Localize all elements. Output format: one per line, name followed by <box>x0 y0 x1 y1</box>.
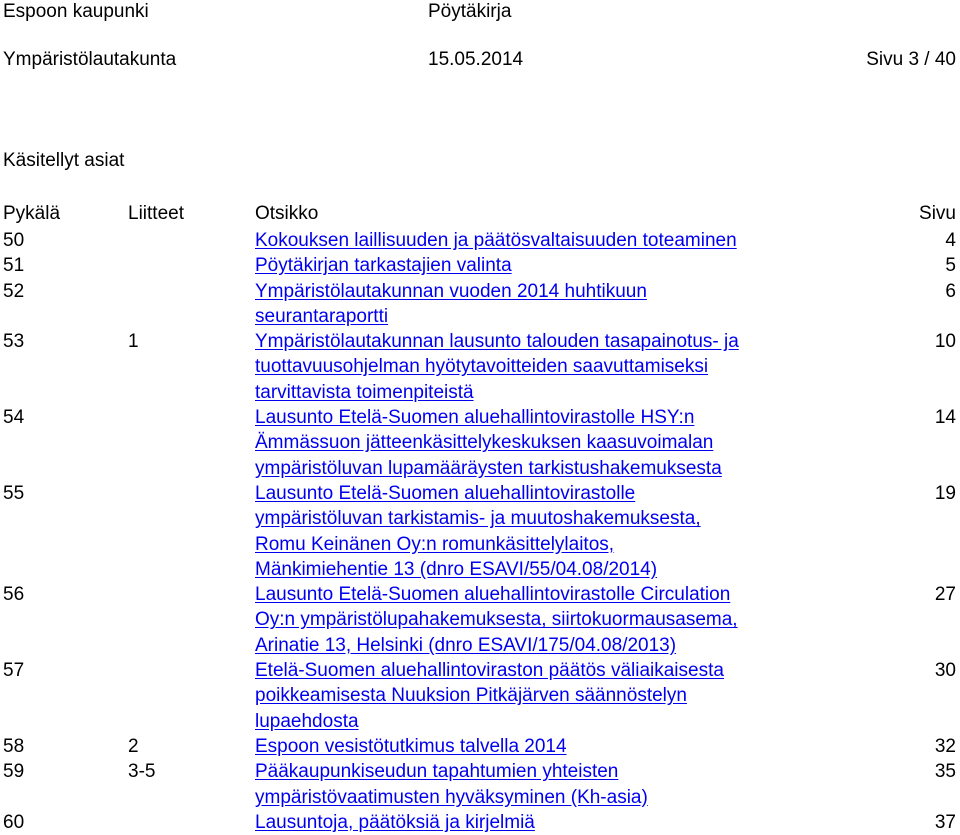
section-number: 58 <box>3 735 25 757</box>
attachment-number: 1 <box>128 331 139 353</box>
item-title-line[interactable]: Ympäristölautakunnan vuoden 2014 huhtikuun <box>255 280 647 302</box>
section-title: Käsitellyt asiat <box>3 150 125 171</box>
column-header-attachments: Liitteet <box>128 203 184 224</box>
table-row <box>0 329 960 405</box>
item-title-link[interactable] <box>255 582 845 658</box>
meeting-date: 15.05.2014 <box>428 49 524 70</box>
section-number: 54 <box>3 407 25 429</box>
item-title-line[interactable]: Lausunto Etelä-Suomen aluehallintovirastolle HSY:n <box>255 407 695 429</box>
item-title-line[interactable]: seurantaraportti <box>255 305 389 327</box>
table-row <box>0 759 960 810</box>
attachment-number: 2 <box>128 735 139 757</box>
item-title-link[interactable] <box>255 759 845 810</box>
table-row <box>0 810 960 835</box>
section-number: 60 <box>3 811 25 833</box>
item-title-line[interactable]: Pääkaupunkiseudun tapahtumien yhteisten <box>255 761 619 783</box>
section-number: 55 <box>3 482 25 504</box>
item-page-number: 32 <box>934 735 956 757</box>
item-title-line[interactable]: ympäristöluvan lupamääräysten tarkistushakemuksesta <box>255 457 722 479</box>
item-title-line[interactable]: Ympäristölautakunnan lausunto talouden tasapainotus- ja <box>255 331 739 353</box>
section-number: 50 <box>3 230 25 251</box>
item-title-link[interactable] <box>255 810 845 835</box>
item-title-link[interactable] <box>255 658 845 734</box>
table-row <box>0 228 960 253</box>
table-row <box>0 279 960 330</box>
item-title-line[interactable]: ympäristöluvan tarkistamis- ja muutoshakemuksesta, <box>255 508 701 530</box>
item-title-link[interactable] <box>255 329 845 405</box>
column-header-page: Sivu <box>919 203 956 224</box>
item-title-line[interactable]: Kokouksen laillisuuden ja päätösvaltaisuuden toteaminen <box>255 230 737 251</box>
item-title-link[interactable] <box>255 253 845 278</box>
item-title-line[interactable]: Espoon vesistötutkimus talvella 2014 <box>255 735 567 757</box>
column-header-title: Otsikko <box>255 203 319 224</box>
organization-name: Espoon kaupunki <box>3 1 149 22</box>
section-number: 56 <box>3 584 25 606</box>
item-page-number: 5 <box>945 255 956 277</box>
item-page-number: 10 <box>934 331 956 353</box>
table-row <box>0 481 960 582</box>
item-title-line[interactable]: Oy:n ympäristölupahakemuksesta, siirtokuormausasema, <box>255 609 738 631</box>
item-title-link[interactable] <box>255 405 845 481</box>
item-title-line[interactable]: ympäristövaatimusten hyväksyminen (Kh-asia) <box>255 786 648 808</box>
item-title-line[interactable]: poikkeamisesta Nuuksion Pitkäjärven säännöstelyn <box>255 685 687 707</box>
item-title-link[interactable] <box>255 228 845 253</box>
item-page-number: 19 <box>934 482 956 504</box>
document-type: Pöytäkirja <box>428 1 512 22</box>
item-title-line[interactable]: tuottavuusohjelman hyötytavoitteiden saavuttamiseksi <box>255 356 709 378</box>
item-title-line[interactable]: Lausunto Etelä-Suomen aluehallintovirastolle <box>255 482 636 504</box>
item-title-line[interactable]: Lausunto Etelä-Suomen aluehallintovirastolle Circulation <box>255 584 731 606</box>
table-row <box>0 582 960 658</box>
section-number: 59 <box>3 761 25 783</box>
item-title-line[interactable]: Romu Keinänen Oy:n romunkäsittelylaitos, <box>255 533 615 555</box>
item-title-link[interactable] <box>255 279 845 330</box>
table-row <box>0 734 960 759</box>
table-row <box>0 253 960 278</box>
item-page-number: 6 <box>945 280 956 302</box>
item-title-link[interactable] <box>255 481 845 582</box>
item-title-line[interactable]: Ämmässuon jätteenkäsittelykeskuksen kaasuvoimalan <box>255 432 714 454</box>
item-title-line[interactable]: Etelä-Suomen aluehallintoviraston päätös väliaikaisesta <box>255 660 724 682</box>
item-title-link[interactable] <box>255 734 845 759</box>
section-number: 57 <box>3 660 25 682</box>
attachment-number: 3-5 <box>128 761 156 783</box>
item-title-line[interactable]: Arinatie 13, Helsinki (dnro ESAVI/175/04.08/2013) <box>255 634 677 656</box>
item-title-line[interactable]: Lausuntoja, päätöksiä ja kirjelmiä <box>255 811 535 833</box>
agenda-list <box>0 228 960 835</box>
section-number: 52 <box>3 280 25 302</box>
table-row <box>0 405 960 481</box>
section-number: 53 <box>3 331 25 353</box>
item-page-number: 37 <box>934 811 956 833</box>
column-header-section: Pykälä <box>3 203 61 224</box>
committee-name: Ympäristölautakunta <box>3 49 177 70</box>
section-number: 51 <box>3 255 25 277</box>
table-row <box>0 658 960 734</box>
item-page-number: 14 <box>934 407 956 429</box>
item-title-line[interactable]: Pöytäkirjan tarkastajien valinta <box>255 255 512 277</box>
item-page-number: 27 <box>934 584 956 606</box>
item-title-line[interactable]: tarvittavista toimenpiteistä <box>255 381 474 403</box>
page-number: Sivu 3 / 40 <box>866 49 956 70</box>
item-title-line[interactable]: lupaehdosta <box>255 710 359 732</box>
item-page-number: 4 <box>945 230 956 251</box>
item-page-number: 30 <box>934 660 956 682</box>
item-page-number: 35 <box>934 761 956 783</box>
item-title-line[interactable]: Mänkimiehentie 13 (dnro ESAVI/55/04.08/2014) <box>255 558 658 580</box>
